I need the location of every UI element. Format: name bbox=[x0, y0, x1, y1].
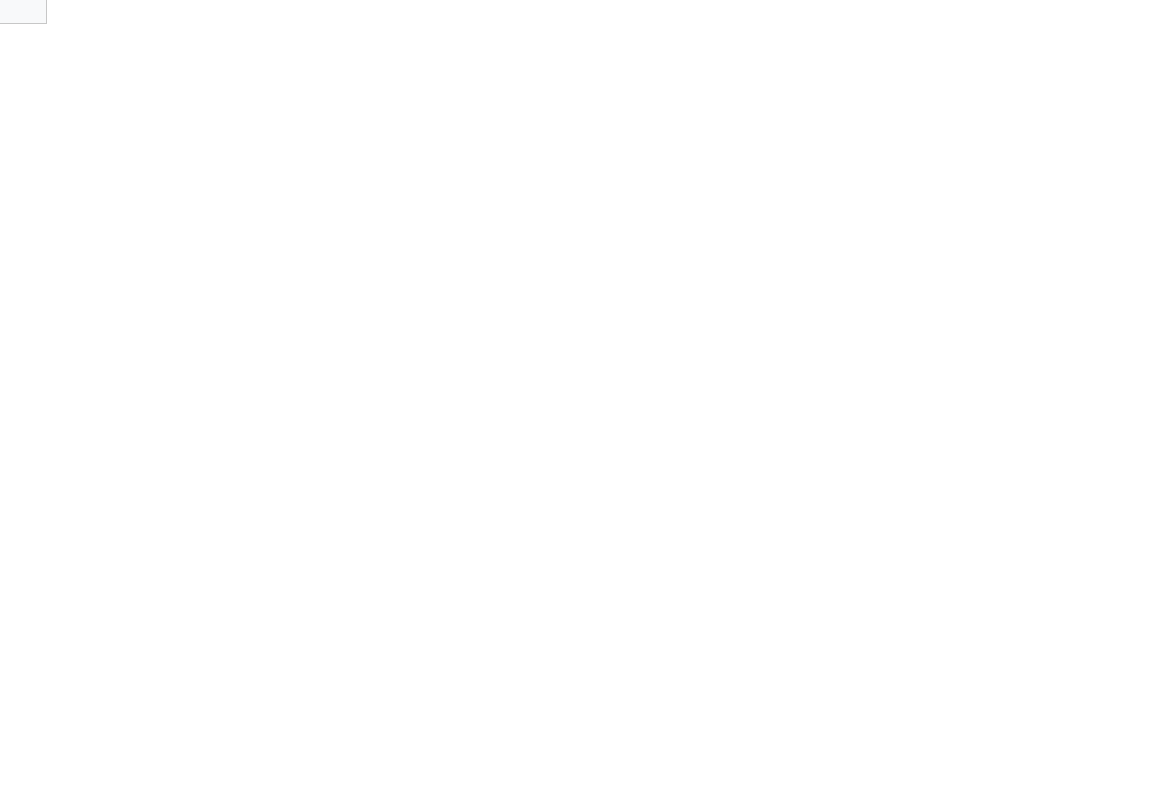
select-all-corner[interactable] bbox=[0, 0, 47, 24]
